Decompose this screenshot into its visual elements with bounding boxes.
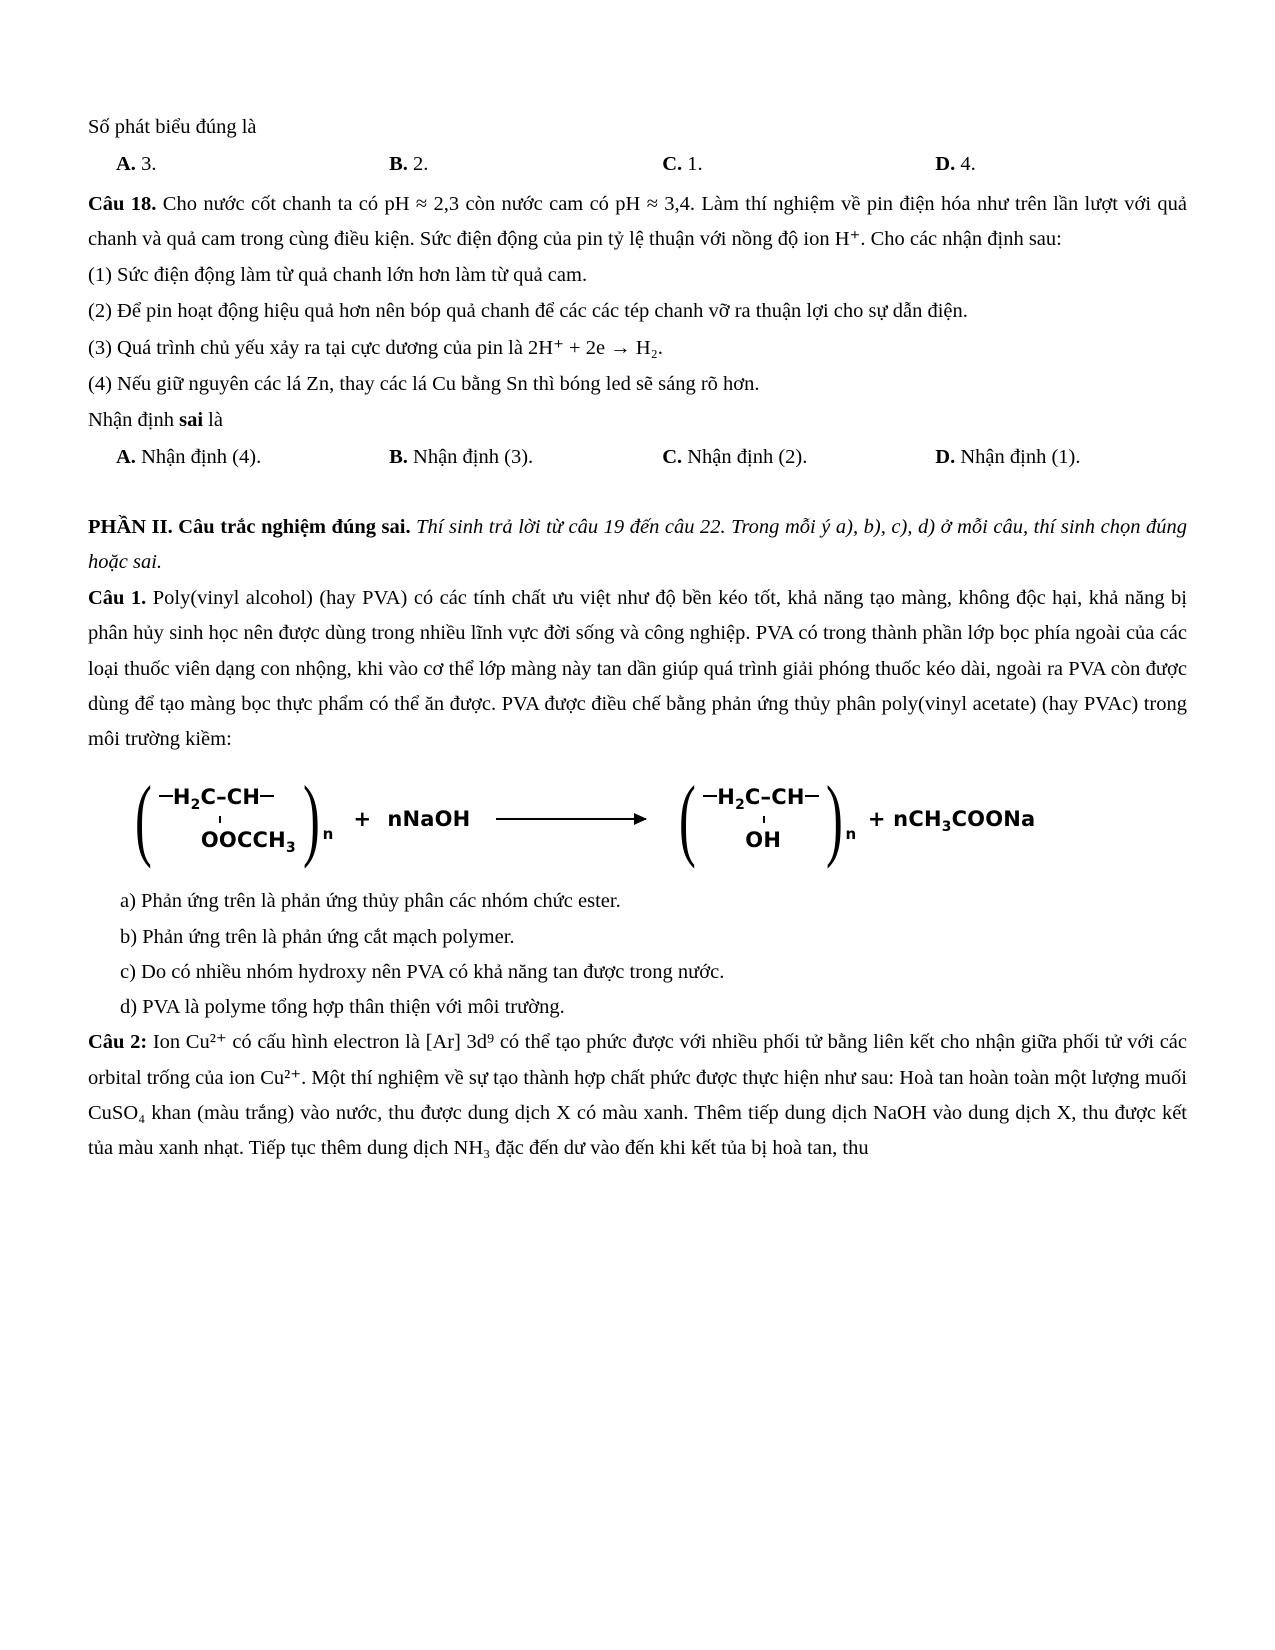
q18-statement-1: (1) Sức điện động làm từ quả chanh lớn hơn làm từ quả cam. — [88, 264, 588, 286]
cau-1-item-a: a) Phản ứng trên là phản ứng thủy phân các nhóm chức ester. — [120, 890, 621, 913]
cau-2-number: Câu 2: — [88, 1031, 148, 1054]
q17-option-c[interactable] — [662, 147, 935, 182]
right-paren-open-icon: ( — [679, 767, 697, 870]
bond-dash-left-icon-2 — [703, 795, 717, 797]
q18-statement-3: (3) Quá trình chủ yếu xảy ra tại cực dương của pin là 2H⁺ + 2e → H₂. — [88, 336, 663, 359]
q17-option-a-label: A. — [116, 153, 136, 176]
q18-prompt-post: là — [203, 409, 223, 431]
cau-1-body — [88, 581, 1187, 757]
pva-unit-line1: $H_2C-CH$ — [703, 779, 818, 815]
q18-option-d-text: Nhận định (1). — [960, 446, 1081, 469]
part-2-heading-bold: PHẦN II. Câu trắc nghiệm đúng sai. — [88, 515, 411, 538]
section-spacer — [88, 480, 1187, 510]
q18-prompt-pre: Nhận định — [88, 409, 180, 431]
pvac-unit-line1: $H_2C-CH$ — [159, 779, 296, 815]
cau-1-item-b: b) Phản ứng trên là phản ứng cắt mạch polymer. — [120, 925, 515, 948]
cau-1-item-c: c) Do có nhiều nhóm hydroxy nên PVA có khả năng tan được trong nước. — [120, 960, 725, 983]
question-18-number: Câu 18. — [88, 192, 157, 215]
q17-option-b[interactable] — [389, 147, 662, 182]
q17-option-b-label: B. — [389, 153, 408, 176]
q18-prompt — [88, 403, 1187, 438]
q18-prompt-emphasis: sai — [179, 409, 204, 431]
q18-option-c[interactable] — [662, 440, 935, 475]
left-paren-open-icon: ( — [134, 767, 152, 870]
q18-option-d-label: D. — [935, 446, 956, 469]
q18-option-c-label: C. — [662, 446, 683, 469]
q17-option-d-label: D. — [935, 153, 956, 176]
q18-option-b-label: B. — [389, 446, 408, 469]
q18-option-c-text: Nhận định (2). — [687, 446, 808, 469]
bond-dash-left-icon — [159, 795, 173, 797]
q18-options-row — [88, 440, 1187, 475]
cau-1-item-d: d) PVA là polyme tổng hợp thân thiện với môi trường. — [120, 996, 565, 1019]
product-sodium-acetate: + nCH$_3$COONa — [860, 806, 1036, 835]
pvac-repeat-unit — [128, 767, 338, 870]
pvac-subscript-n: n — [322, 824, 334, 843]
part-2-heading-italic: Thí sinh trả lời từ câu 19 đến câu 22. Trong mỗi ý a), b), c), d) ở mỗi câu, thí sinh chọn đúng hoặc sai. — [88, 515, 1187, 573]
q17-option-c-text: 1. — [687, 153, 703, 176]
pva-unit-formula — [703, 779, 818, 858]
part-2-heading — [88, 510, 1187, 581]
q17-option-d[interactable] — [935, 147, 1208, 182]
pvac-unit-formula — [159, 779, 296, 858]
question-18-text: Cho nước cốt chanh ta có pH ≈ 2,3 còn nước cam có pH ≈ 3,4. Làm thí nghiệm về pin điện hóa như trên lần lượt với quả chanh và quả cam trong cùng điều kiện. Sức điện động của pin tỷ lệ thuận với nồng độ ion H⁺. Cho các nhận định sau: — [88, 192, 1187, 250]
pva-subscript-n: n — [845, 824, 857, 843]
cau-2-text: Ion Cu²⁺ có cấu hình electron là [Ar] 3d⁹ có thể tạo phức được với nhiều phối tử bằng liên kết cho nhận giữa phối tử với các orbital trống của ion Cu²⁺. Một thí nghiệm về sự tạo thành hợp chất phức được thực hiện như sau: Hoà tan hoàn toàn một lượng muối CuSO₄ khan (màu trắng) vào nước, thu được dung dịch X có màu xanh. Thêm tiếp dung dịch NaOH vào dung dịch X, thu được kết tủa màu xanh nhạt. Tiếp tục thêm dung dịch NH₃ đặc đến dư vào đến khi kết tủa bị hoà tan, thu — [88, 1031, 1187, 1160]
left-paren-close-icon: ) — [302, 767, 320, 870]
q18-statement-2: (2) Để pin hoạt động hiệu quả hơn nên bóp quả chanh để các các tép chanh vỡ ra thuận lợi cho sự dẫn điện. — [88, 300, 968, 323]
pva-unit-line2: OH — [745, 828, 782, 853]
lead-line: Số phát biểu đúng là — [88, 116, 257, 138]
q17-option-d-text: 4. — [960, 153, 976, 176]
pva-repeat-unit — [672, 767, 860, 870]
q17-options-row — [88, 147, 1187, 182]
cau-2-body — [88, 1025, 1187, 1166]
q18-statement-4: (4) Nếu giữ nguyên các lá Zn, thay các lá Cu bằng Sn thì bóng led sẽ sáng rõ hơn. — [88, 372, 760, 395]
q18-option-a[interactable] — [116, 440, 389, 475]
q17-option-a[interactable] — [116, 147, 389, 182]
bond-dash-right-icon-2 — [805, 795, 819, 797]
q17-option-a-text: 3. — [141, 153, 157, 176]
question-18-body — [88, 187, 1187, 258]
q18-option-d[interactable] — [935, 440, 1208, 475]
q18-option-b-text: Nhận định (3). — [413, 446, 534, 469]
q17-option-c-label: C. — [662, 153, 683, 176]
q18-option-a-text: Nhận định (4). — [141, 446, 262, 469]
bond-dash-right-icon — [260, 795, 274, 797]
q17-option-b-text: 2. — [413, 153, 429, 176]
pvac-unit-line2: $OOCCH_3$ — [200, 828, 296, 857]
reagent-naoh: nNaOH — [387, 806, 471, 831]
cau-1-number: Câu 1. — [88, 587, 147, 609]
q18-option-a-label: A. — [116, 446, 136, 469]
right-paren-close-icon: ) — [825, 767, 843, 870]
cau-1-text: Poly(vinyl alcohol) (hay PVA) có các tính chất ưu việt như độ bền kéo tốt, khả năng tạo màng, không độc hại, khả năng bị phân hủy sinh học nên được dùng trong nhiều lĩnh vực đời sống và công nghiệp. PVA có trong thành phần lớp bọc phía ngoài của các loại thuốc viên dạng con nhộng, khi vào cơ thể lớp màng này tan dần giúp quá trình giải phóng thuốc kéo dài, ngoài ra PVA còn được dùng để tạo màng bọc thực phẩm có thể ăn được. PVA được điều chế bằng phản ứng thủy phân poly(vinyl acetate) (hay PVAc) trong môi trường kiềm: — [88, 587, 1187, 750]
q18-option-b[interactable] — [389, 440, 662, 475]
plus-sign-1: + — [353, 806, 372, 831]
pva-reaction-scheme — [88, 767, 1187, 870]
reaction-arrow-icon — [496, 818, 646, 820]
